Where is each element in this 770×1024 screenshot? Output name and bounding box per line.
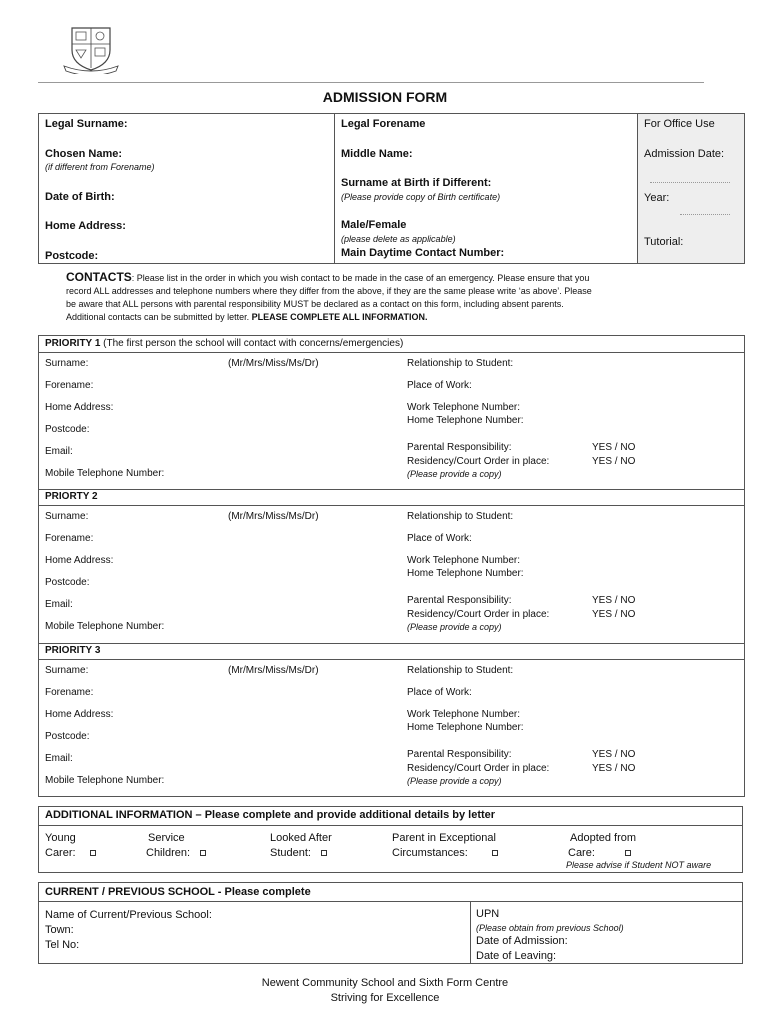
yes-no-parental: YES / NO: [592, 749, 636, 760]
place-of-work-label: Place of Work:: [407, 380, 472, 391]
chosen-name-label: Chosen Name:: [45, 148, 123, 160]
contacts-line-1: : Please list in the order in which you wish contact to be made in the case of an emergency. Please ensure that you: [131, 273, 590, 283]
mobile-label: Mobile Telephone Number:: [45, 468, 165, 479]
middle-name-label: Middle Name:: [341, 148, 413, 160]
email-label: Email:: [45, 753, 73, 764]
yes-no-residency: YES / NO: [592, 456, 636, 467]
home-address-label: Home Address:: [45, 709, 114, 720]
contacts-line-2: record ALL addresses and telephone numbers where they differ from the above, if they are the same please write ‘as above’. Please: [66, 286, 592, 296]
forename-label: Forename:: [45, 533, 94, 544]
upn-note: (Please obtain from previous School): [476, 923, 624, 933]
legal-surname-label: Legal Surname:: [45, 118, 128, 130]
priority-header: [45, 338, 403, 349]
contacts-line-4-bold: PLEASE COMPLETE ALL INFORMATION.: [251, 312, 428, 322]
residency-label: Residency/Court Order in place:: [407, 763, 550, 774]
relationship-label: Relationship to Student:: [407, 665, 514, 676]
titles-label: (Mr/Mrs/Miss/Ms/Dr): [228, 511, 319, 522]
parental-label: Parental Responsibility:: [407, 749, 512, 760]
work-tel-label: Work Telephone Number:: [407, 709, 521, 720]
year-label: Year:: [644, 192, 670, 204]
residency-label: Residency/Court Order in place:: [407, 456, 550, 467]
parent-exceptional-option[interactable]: Parent in Exceptional Circumstances:: [392, 832, 496, 859]
forename-label: Forename:: [45, 687, 94, 698]
upn-label: UPN: [476, 908, 500, 920]
admission-date-label: Admission Date:: [644, 148, 725, 160]
page-title: ADMISSION FORM: [322, 89, 448, 105]
contacts-intro: [66, 271, 746, 324]
home-tel-label: Home Telephone Number:: [407, 722, 524, 733]
main-contact-label: Main Daytime Contact Number:: [341, 247, 505, 259]
priority-header: [45, 645, 100, 656]
tutorial-label: Tutorial:: [644, 236, 684, 248]
school-town-label: Town:: [45, 924, 74, 936]
school-heading: CURRENT / PREVIOUS SCHOOL - Please complete: [45, 886, 311, 898]
mobile-label: Mobile Telephone Number:: [45, 775, 165, 786]
yes-no-residency: YES / NO: [592, 763, 636, 774]
looked-after-option[interactable]: Looked After Student:: [270, 832, 332, 859]
email-label: Email:: [45, 599, 73, 610]
surname-label: Surname:: [45, 665, 89, 676]
school-tel-label: Tel No:: [45, 939, 80, 951]
surname-at-birth-label: Surname at Birth if Different:: [341, 177, 492, 189]
copy-note: (Please provide a copy): [407, 469, 502, 479]
date-leaving-label: Date of Leaving:: [476, 950, 557, 962]
surname-label: Surname:: [45, 511, 89, 522]
footer-school-name: Newent Community School and Sixth Form Centre: [261, 977, 509, 989]
relationship-label: Relationship to Student:: [407, 511, 514, 522]
yes-no-residency: YES / NO: [592, 609, 636, 620]
titles-label: (Mr/Mrs/Miss/Ms/Dr): [228, 665, 319, 676]
delete-note: (please delete as applicable): [341, 234, 456, 244]
place-of-work-label: Place of Work:: [407, 533, 472, 544]
home-tel-label: Home Telephone Number:: [407, 415, 524, 426]
postcode-label: Postcode:: [45, 577, 90, 588]
titles-label: (Mr/Mrs/Miss/Ms/Dr): [228, 358, 319, 369]
home-address-label: Home Address:: [45, 220, 126, 232]
postcode-label: Postcode:: [45, 424, 90, 435]
yes-no-parental: YES / NO: [592, 442, 636, 453]
additional-heading: ADDITIONAL INFORMATION – Please complete and provide additional details by letter: [45, 809, 496, 821]
date-admission-label: Date of Admission:: [476, 935, 568, 947]
service-children-option[interactable]: Service Children:: [146, 831, 206, 861]
priority-subtitle: (The first person the school will contact with concerns/emergencies): [100, 338, 404, 349]
copy-note: (Please provide a copy): [407, 622, 502, 632]
postcode-label: Postcode:: [45, 250, 99, 262]
contacts-heading: CONTACTS: [66, 270, 132, 284]
footer-motto: Striving for Excellence: [330, 992, 440, 1004]
parental-label: Parental Responsibility:: [407, 442, 512, 453]
home-address-label: Home Address:: [45, 402, 114, 413]
home-tel-label: Home Telephone Number:: [407, 568, 524, 579]
forename-label: Forename:: [45, 380, 94, 391]
work-tel-label: Work Telephone Number:: [407, 555, 521, 566]
contacts-line-3: be aware that ALL persons with parental responsibility MUST be declared as a contact on this form, including absent parents.: [66, 299, 564, 309]
mobile-label: Mobile Telephone Number:: [45, 621, 165, 632]
email-label: Email:: [45, 446, 73, 457]
priority-header: [45, 491, 98, 502]
postcode-label: Postcode:: [45, 731, 90, 742]
parental-label: Parental Responsibility:: [407, 595, 512, 606]
birth-cert-note: (Please provide copy of Birth certificate): [341, 192, 501, 202]
adopted-care-option[interactable]: Adopted from Care:: [568, 832, 637, 859]
legal-forename-label: Legal Forename: [341, 118, 426, 130]
school-name-label: Name of Current/Previous School:: [45, 909, 212, 921]
yes-no-parental: YES / NO: [592, 595, 636, 606]
young-carer-option[interactable]: Young Carer:: [45, 831, 96, 861]
adopted-note: Please advise if Student NOT aware: [566, 860, 712, 870]
priority-title: PRIORTY 2: [45, 491, 98, 502]
place-of-work-label: Place of Work:: [407, 687, 472, 698]
work-tel-label: Work Telephone Number:: [407, 402, 521, 413]
chosen-name-note: (if different from Forename): [45, 162, 155, 172]
relationship-label: Relationship to Student:: [407, 358, 514, 369]
date-of-birth-label: Date of Birth:: [45, 191, 115, 203]
priority-title: PRIORITY 1: [45, 338, 101, 349]
home-address-label: Home Address:: [45, 555, 114, 566]
residency-label: Residency/Court Order in place:: [407, 609, 550, 620]
contacts-line-4: Additional contacts can be submitted by letter.: [66, 312, 252, 322]
priority-title: PRIORITY 3: [45, 645, 101, 656]
copy-note: (Please provide a copy): [407, 776, 502, 786]
office-use-label: For Office Use: [644, 118, 715, 130]
school-crest-icon: [62, 24, 120, 74]
surname-label: Surname:: [45, 358, 89, 369]
male-female-label: Male/Female: [341, 219, 407, 231]
